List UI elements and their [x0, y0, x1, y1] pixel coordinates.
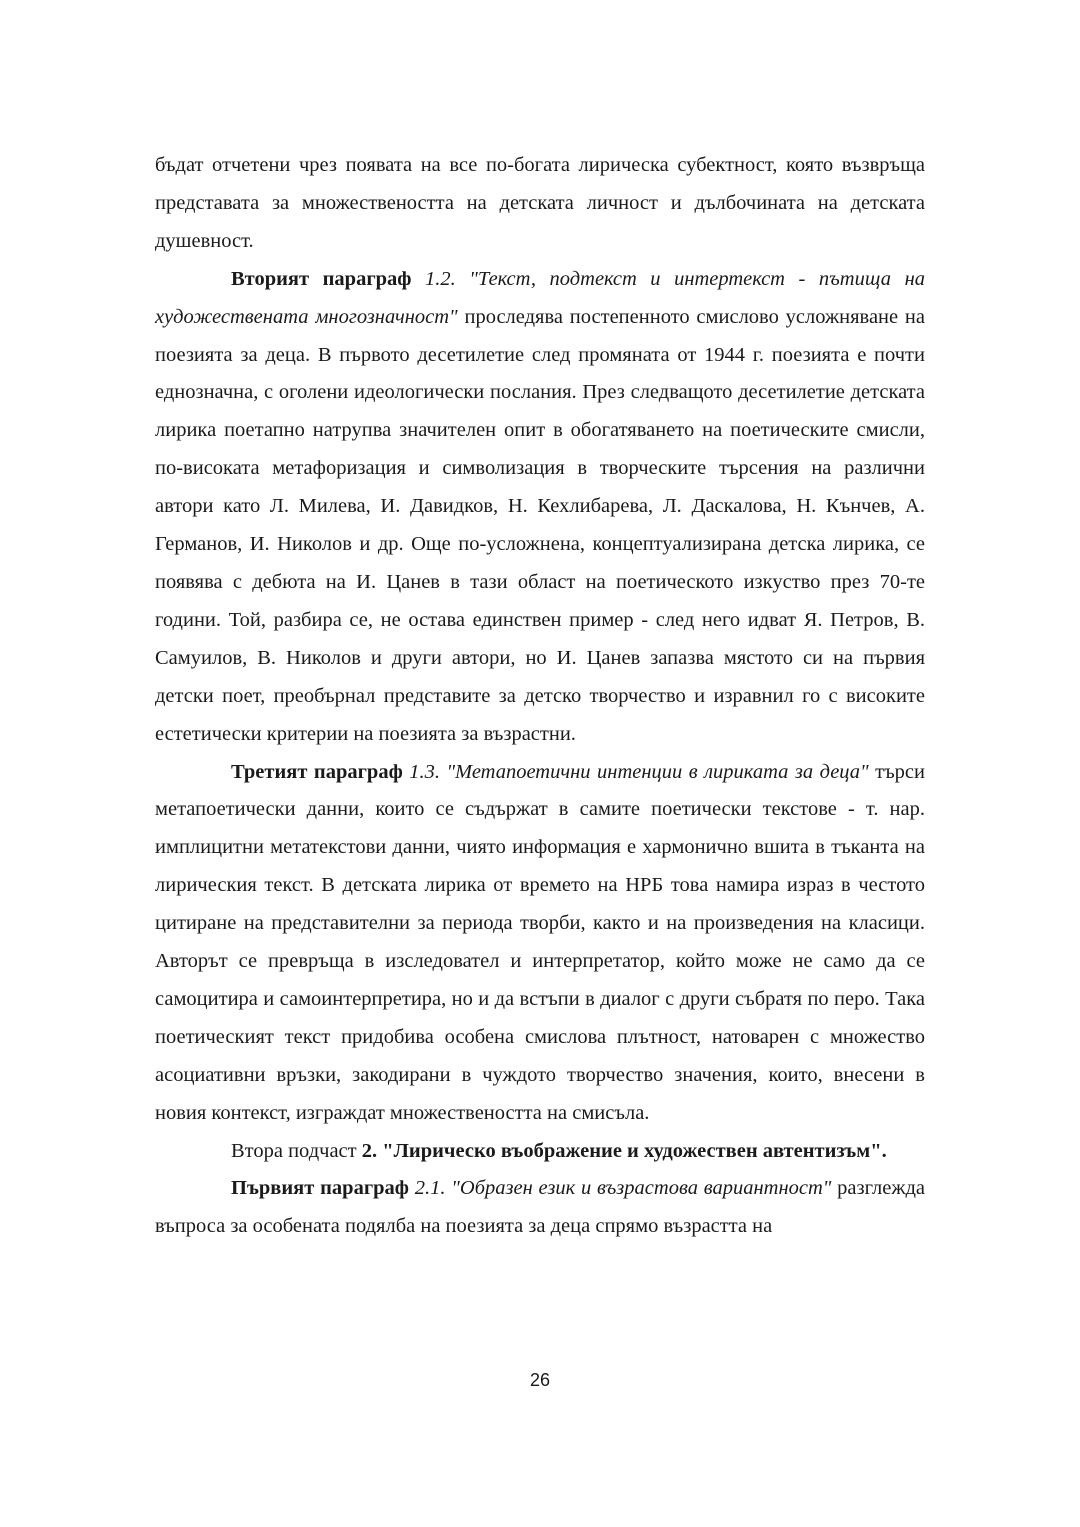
paragraph-text: търси метапоетически данни, които се съдържат в самите поетически текстове - т. нар. имплицитни метатекстови данни, чиято информация е хармонично вшита в тъканта на лирическия текст. В детската лирика от времето на НРБ това намира израз в честото цитиране на представителни за периода творби, както и на произведения на класици. Авторът се превръща в изследовател и интерпретатор, който може не само да се самоцитира и самоинтерпретира, но и да встъпи в диалог с други събратя по перо. Така поетическият текст придобива особена смислова плътност, натоварен с множество асоциативни връзки, закодирани в чуждото творчество значения, които, внесени в новия контекст, изграждат множествеността на смисъла.	[155, 760, 925, 1124]
paragraph-title: 2.1. "Образен език и възрастова вариантност"	[414, 1177, 832, 1200]
paragraph-text: разглежда въпроса за особената подялба на поезията за деца спрямо възрастта на	[155, 1177, 926, 1238]
paragraph-1-3	[155, 754, 925, 1133]
paragraph-lead: Първият параграф	[231, 1177, 409, 1200]
paragraph-2-1	[155, 1170, 925, 1246]
paragraph-text: бъдат отчетени чрез появата на все по-богата лирическа субектност, която възвръща представата за множествеността на детската личност и дълбочината на детската душевност.	[155, 154, 925, 252]
page-number: 26	[529, 1370, 551, 1390]
paragraph-title: 1.3. "Метапоетични интенции в лириката за деца"	[409, 760, 869, 783]
subpart-heading	[155, 1133, 925, 1171]
paragraph-1-2	[155, 261, 925, 754]
paragraph-lead: Третият параграф	[231, 760, 403, 783]
document-page	[155, 147, 925, 1246]
paragraph-text: проследява постепенното смислово усложняване на поезията за деца. В първото десетилетие след промяната от 1944 г. поезията е почти еднозначна, с оголени идеологически послания. През следващото десетилетие детската лирика поетапно натрупва значителен опит в обогатяването на поетическите смисли, по-високата метафоризация и символизация в творческите търсения на различни автори като Л. Милева, И. Давидков, Н. Кехлибарева, Л. Даскалова, Н. Кънчев, А. Германов, И. Николов и др. Още по-усложнена, концептуализирана детска лирика, се появява с дебюта на И. Цанев в тази област на поетическото изкуство през 70-те години. Той, разбира се, не остава единствен пример - след него идват Я. Петров, В. Самуилов, В. Николов и други автори, но И. Цанев запазва мястото си на първия детски поет, преобърнал представите за детско творчество и изравнил го с високите естетически критерии на поезията за възрастни.	[155, 305, 925, 745]
paragraph-intro	[155, 147, 925, 261]
subpart-title: 2. "Лирическо въображение и художествен автентизъм".	[361, 1139, 887, 1162]
paragraph-lead: Вторият параграф	[231, 267, 412, 290]
paragraph-title: 1.2. "Текст, подтекст и интертекст - пътища на художествената многозначност"	[155, 267, 925, 328]
subpart-prefix: Втора подчаст	[231, 1139, 362, 1162]
